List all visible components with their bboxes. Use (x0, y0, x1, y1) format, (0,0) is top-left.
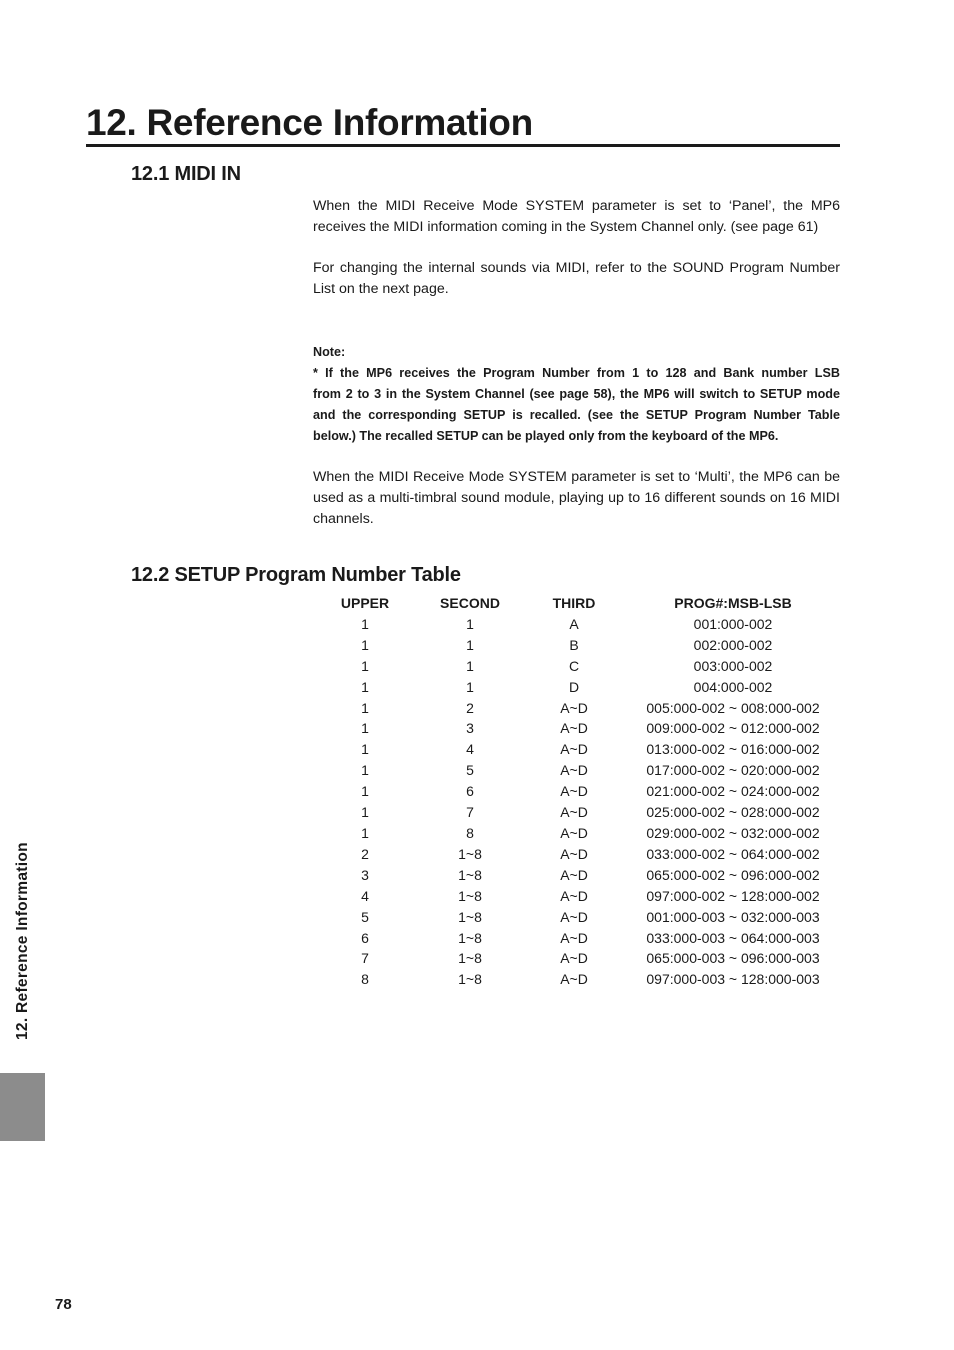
cell-prog: 005:000-002 ~ 008:000-002 (646, 699, 820, 716)
midi-in-paragraph-2: For changing the internal sounds via MIDI, refer to the SOUND Program Number List on the next page. (313, 260, 840, 297)
cell-upper: 1 (361, 741, 369, 758)
table-row (320, 614, 848, 635)
cell-prog: 017:000-002 ~ 020:000-002 (646, 762, 820, 779)
note-label: Note: (313, 345, 346, 359)
cell-third: C (568, 657, 580, 674)
cell-prog: 009:000-002 ~ 012:000-002 (646, 720, 820, 737)
cell-upper: 8 (361, 971, 369, 988)
cell-third: A~D (560, 887, 588, 904)
table-row (320, 928, 848, 949)
table-row (320, 677, 848, 698)
cell-upper: 1 (361, 699, 369, 716)
cell-third: A~D (560, 950, 588, 967)
cell-prog: 013:000-002 ~ 016:000-002 (646, 741, 820, 758)
cell-third: A~D (560, 929, 588, 946)
column-header-second: SECOND (440, 595, 500, 611)
cell-second: 1~8 (458, 950, 482, 967)
cell-prog: 001:000-002 (693, 615, 773, 632)
cell-second: 1 (466, 678, 474, 695)
cell-upper: 4 (361, 887, 369, 904)
cell-second: 4 (466, 741, 474, 758)
side-tab-marker (0, 1073, 45, 1141)
cell-third: A~D (560, 762, 588, 779)
title-rule (86, 144, 840, 147)
table-row (320, 823, 848, 844)
cell-prog: 065:000-003 ~ 096:000-003 (646, 950, 820, 967)
cell-prog: 002:000-002 (693, 636, 773, 653)
note-line: from 2 to 3 in the System Channel (see page 58), the MP6 will switch to SETUP mode (313, 387, 840, 401)
cell-prog: 029:000-002 ~ 032:000-002 (646, 824, 820, 841)
cell-upper: 1 (361, 636, 369, 653)
cell-second: 1~8 (458, 866, 482, 883)
cell-second: 6 (466, 783, 474, 800)
cell-upper: 1 (361, 678, 369, 695)
cell-second: 1 (466, 636, 474, 653)
cell-prog: 097:000-003 ~ 128:000-003 (646, 971, 820, 988)
midi-in-paragraph-1: When the MIDI Receive Mode SYSTEM parameter is set to ‘Panel’, the MP6 receives the MIDI information coming in the System Channel only. (see page 61) (313, 198, 840, 235)
cell-third: B (569, 636, 579, 653)
cell-second: 1 (466, 615, 474, 632)
setup-program-number-table (320, 593, 848, 990)
table-body (320, 614, 848, 990)
cell-third: A~D (560, 971, 588, 988)
cell-second: 1~8 (458, 929, 482, 946)
table-row (320, 886, 848, 907)
cell-second: 1~8 (458, 845, 482, 862)
cell-prog: 001:000-003 ~ 032:000-003 (646, 908, 820, 925)
cell-upper: 3 (361, 866, 369, 883)
section-heading-midi-in: 12.1 MIDI IN (131, 163, 241, 185)
note-line: below.) The recalled SETUP can be played only from the keyboard of the MP6. (313, 429, 779, 443)
table-row (320, 907, 848, 928)
cell-prog: 025:000-002 ~ 028:000-002 (646, 804, 820, 821)
table-row (320, 865, 848, 886)
column-header-third: THIRD (552, 595, 596, 611)
cell-upper: 1 (361, 615, 369, 632)
cell-third: D (568, 678, 580, 695)
table-row (320, 656, 848, 677)
cell-upper: 1 (361, 824, 369, 841)
note-line: and the corresponding SETUP is recalled. (see the SETUP Program Number Table (313, 408, 840, 422)
side-tab-text: 12. Reference Information (14, 842, 31, 1040)
cell-third: A~D (560, 699, 588, 716)
cell-third: A~D (560, 845, 588, 862)
cell-upper: 1 (361, 762, 369, 779)
cell-third: A~D (560, 908, 588, 925)
table-row (320, 802, 848, 823)
cell-prog: 033:000-003 ~ 064:000-003 (646, 929, 820, 946)
cell-third: A~D (560, 866, 588, 883)
chapter-title: 12. Reference Information (86, 102, 533, 143)
cell-third: A (569, 615, 579, 632)
cell-third: A~D (560, 824, 588, 841)
cell-upper: 1 (361, 720, 369, 737)
table-row (320, 781, 848, 802)
cell-third: A~D (560, 741, 588, 758)
cell-upper: 1 (361, 783, 369, 800)
cell-upper: 2 (361, 845, 369, 862)
table-row (320, 718, 848, 739)
cell-third: A~D (560, 720, 588, 737)
cell-upper: 7 (361, 950, 369, 967)
cell-prog: 097:000-002 ~ 128:000-002 (646, 887, 820, 904)
table-row (320, 760, 848, 781)
column-header-upper: UPPER (340, 595, 390, 611)
cell-prog: 033:000-002 ~ 064:000-002 (646, 845, 820, 862)
cell-upper: 1 (361, 657, 369, 674)
cell-second: 2 (466, 699, 474, 716)
cell-second: 1~8 (458, 887, 482, 904)
table-row (320, 948, 848, 969)
note-line: * If the MP6 receives the Program Number from 1 to 128 and Bank number LSB (313, 366, 840, 380)
cell-prog: 065:000-002 ~ 096:000-002 (646, 866, 820, 883)
section-heading-setup-table: 12.2 SETUP Program Number Table (131, 564, 461, 586)
cell-prog: 003:000-002 (693, 657, 773, 674)
page-number: 78 (55, 1296, 72, 1313)
cell-second: 8 (466, 824, 474, 841)
column-header-prog: PROG#:MSB-LSB (674, 595, 792, 611)
cell-second: 3 (466, 720, 474, 737)
cell-third: A~D (560, 783, 588, 800)
table-header-row (320, 593, 848, 614)
cell-second: 1~8 (458, 971, 482, 988)
cell-upper: 6 (361, 929, 369, 946)
midi-in-paragraph-3: When the MIDI Receive Mode SYSTEM parameter is set to ‘Multi’, the MP6 can be used as a multi-timbral sound module, playing up to 16 different sounds on 16 MIDI channels. (313, 469, 840, 527)
cell-prog: 004:000-002 (693, 678, 773, 695)
cell-second: 1 (466, 657, 474, 674)
table-row (320, 969, 848, 990)
cell-third: A~D (560, 804, 588, 821)
cell-second: 7 (466, 804, 474, 821)
cell-second: 5 (466, 762, 474, 779)
cell-upper: 1 (361, 804, 369, 821)
table-row (320, 635, 848, 656)
table-row (320, 698, 848, 719)
cell-second: 1~8 (458, 908, 482, 925)
table-row (320, 739, 848, 760)
cell-upper: 5 (361, 908, 369, 925)
table-row (320, 844, 848, 865)
note-block (313, 342, 840, 447)
cell-prog: 021:000-002 ~ 024:000-002 (646, 783, 820, 800)
